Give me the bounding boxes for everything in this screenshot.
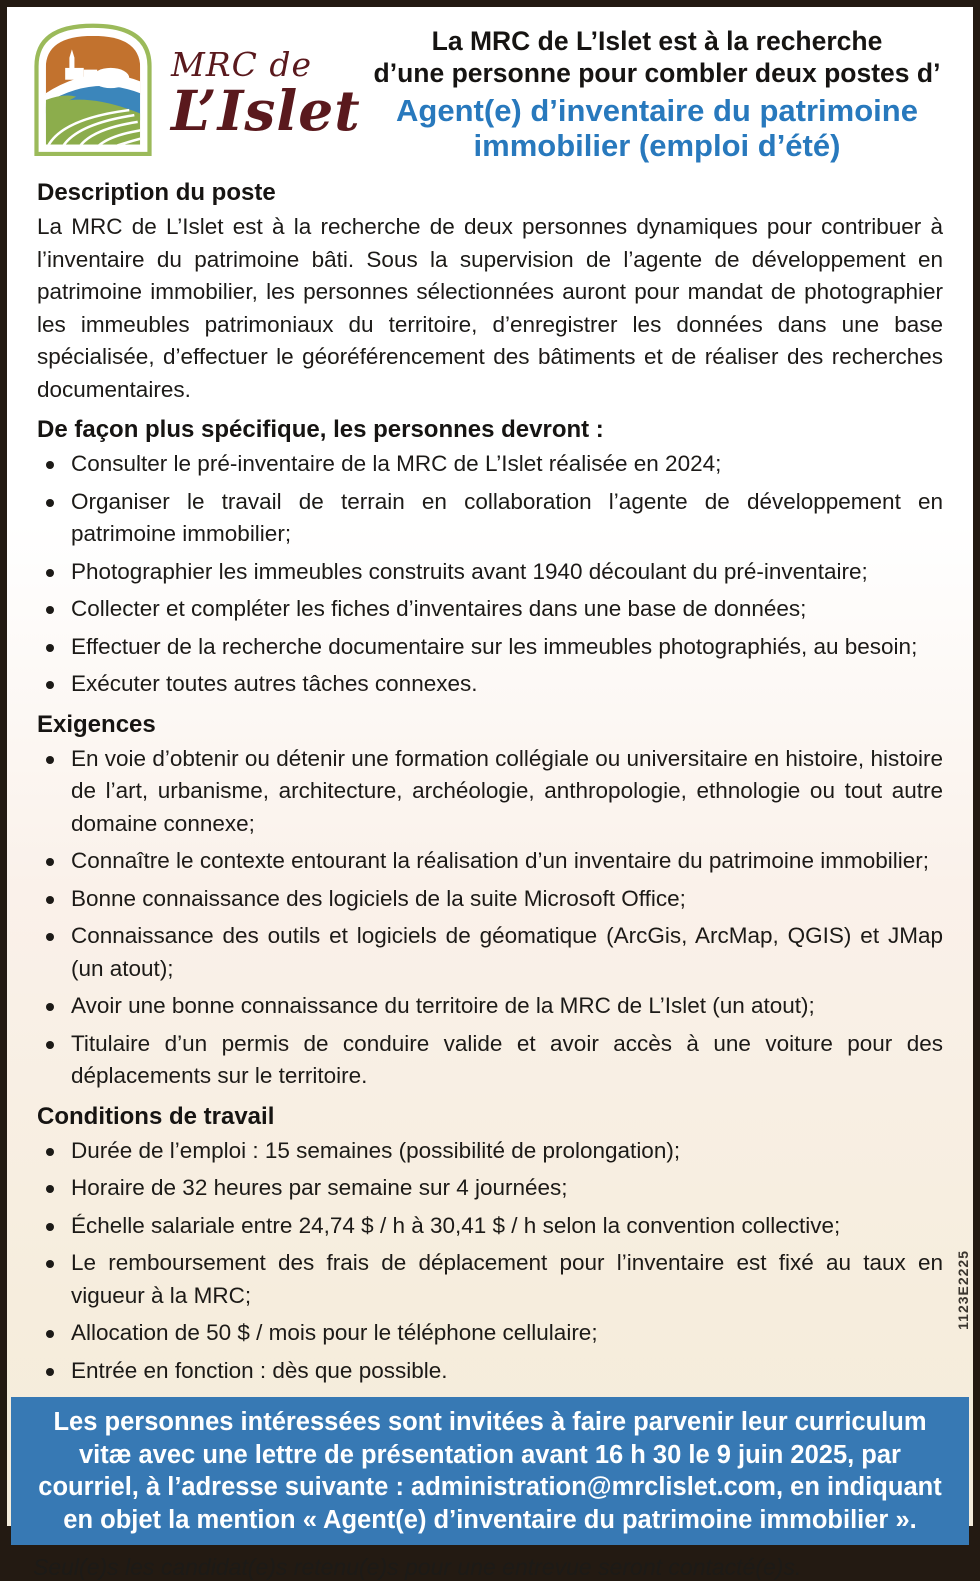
job-title: [359, 93, 955, 163]
exigences-list: [37, 743, 943, 1093]
list-item: Collecter et compléter les fiches d’inventaires dans une base de données;: [37, 593, 943, 626]
publication-code: 1123E2225: [955, 1250, 971, 1330]
logo-line1: MRC de: [171, 45, 313, 84]
list-item: Échelle salariale entre 24,74 $ / h à 30,41 $ / h selon la convention collective;: [37, 1210, 943, 1243]
list-item: Entrée en fonction : dès que possible.: [37, 1355, 943, 1388]
list-item: Bonne connaissance des logiciels de la suite Microsoft Office;: [37, 883, 943, 916]
specifics-list: [37, 448, 943, 701]
list-item: Organiser le travail de terrain en collaboration l’agente de développement en patrimoine immobilier;: [37, 486, 943, 551]
header: [7, 7, 973, 165]
conditions-list: [37, 1135, 943, 1388]
list-item: Connaître le contexte entourant la réalisation d’un inventaire du patrimoine immobilier;: [37, 845, 943, 878]
footer-note: Seul(e)s les candidat(e)s retenu(e)s pour une entrevue seront contacté(e)s.: [33, 1554, 802, 1580]
list-item: Titulaire d’un permis de conduire valide et avoir accès à une voiture pour des déplacements sur le territoire.: [37, 1028, 943, 1093]
logo-wordmark: [171, 40, 361, 143]
list-item: Horaire de 32 heures par semaine sur 4 journées;: [37, 1172, 943, 1205]
section-heading-specifics: De façon plus spécifique, les personnes devront :: [37, 416, 604, 443]
list-item: En voie d’obtenir ou détenir une formation collégiale ou universitaire en histoire, histoire de l’art, urbanisme, architecture, archéologie, anthropologie, ethnologie ou tout autre domaine connexe;: [37, 743, 943, 841]
description-paragraph: La MRC de L’Islet est à la recherche de deux personnes dynamiques pour contribuer à l’inventaire du patrimoine bâti. Sous la supervision de l’agente de développement en patrimoine immobilier, les personnes sélectionnées auront pour mandat de photographier les immeubles patrimoniaux du territoire, d’enregistrer les données dans une base spécialisée, d’effectuer le géoréférencement des bâtiments et de réaliser des recherches documentaires.: [37, 214, 943, 402]
list-item: Allocation de 50 $ / mois pour le téléphone cellulaire;: [37, 1317, 943, 1350]
list-item: Consulter le pré-inventaire de la MRC de L’Islet réalisée en 2024;: [37, 448, 943, 481]
header-titles: [359, 19, 955, 163]
list-item: Le remboursement des frais de déplacement pour l’inventaire est fixé au taux en vigueur à la MRC;: [37, 1247, 943, 1312]
section-heading-description: Description du poste: [37, 179, 276, 206]
list-item: Effectuer de la recherche documentaire sur les immeubles photographiés, au besoin;: [37, 631, 943, 664]
header-intro: [359, 25, 955, 90]
section-heading-conditions: Conditions de travail: [37, 1102, 275, 1130]
list-item: Avoir une bonne connaissance du territoire de la MRC de L’Islet (un atout);: [37, 990, 943, 1023]
logo: [29, 19, 359, 159]
job-title-line1: Agent(e) d’inventaire du patrimoine: [396, 92, 918, 128]
header-intro-line2: d’une personne pour combler deux postes d’: [373, 58, 941, 89]
job-title-line2: immobilier (emploi d’été): [473, 127, 841, 163]
list-item: Durée de l’emploi : 15 semaines (possibilité de prolongation);: [37, 1135, 943, 1168]
cta-banner: Les personnes intéressées sont invitées à faire parvenir leur curriculum vitæ avec une lettre de présentation avant 16 h 30 le 9 juin 2025, par courriel, à l’adresse suivante : administration@mrclislet.com, en indiquant en objet la mention « Agent(e) d’inventaire du patrimoine immobilier ».: [11, 1397, 969, 1545]
list-item: Photographier les immeubles construits avant 1940 découlant du pré-inventaire;: [37, 556, 943, 589]
section-heading-exigences: Exigences: [37, 710, 156, 738]
mrc-lislet-logo-icon: [29, 19, 157, 159]
content: [7, 165, 973, 1387]
list-item: Connaissance des outils et logiciels de géomatique (ArcGis, ArcMap, QGIS) et JMap (un atout);: [37, 920, 943, 985]
logo-line2: L’Islet: [171, 78, 361, 143]
list-item: Exécuter toutes autres tâches connexes.: [37, 668, 943, 701]
header-intro-line1: La MRC de L’Islet est à la recherche: [431, 26, 883, 56]
